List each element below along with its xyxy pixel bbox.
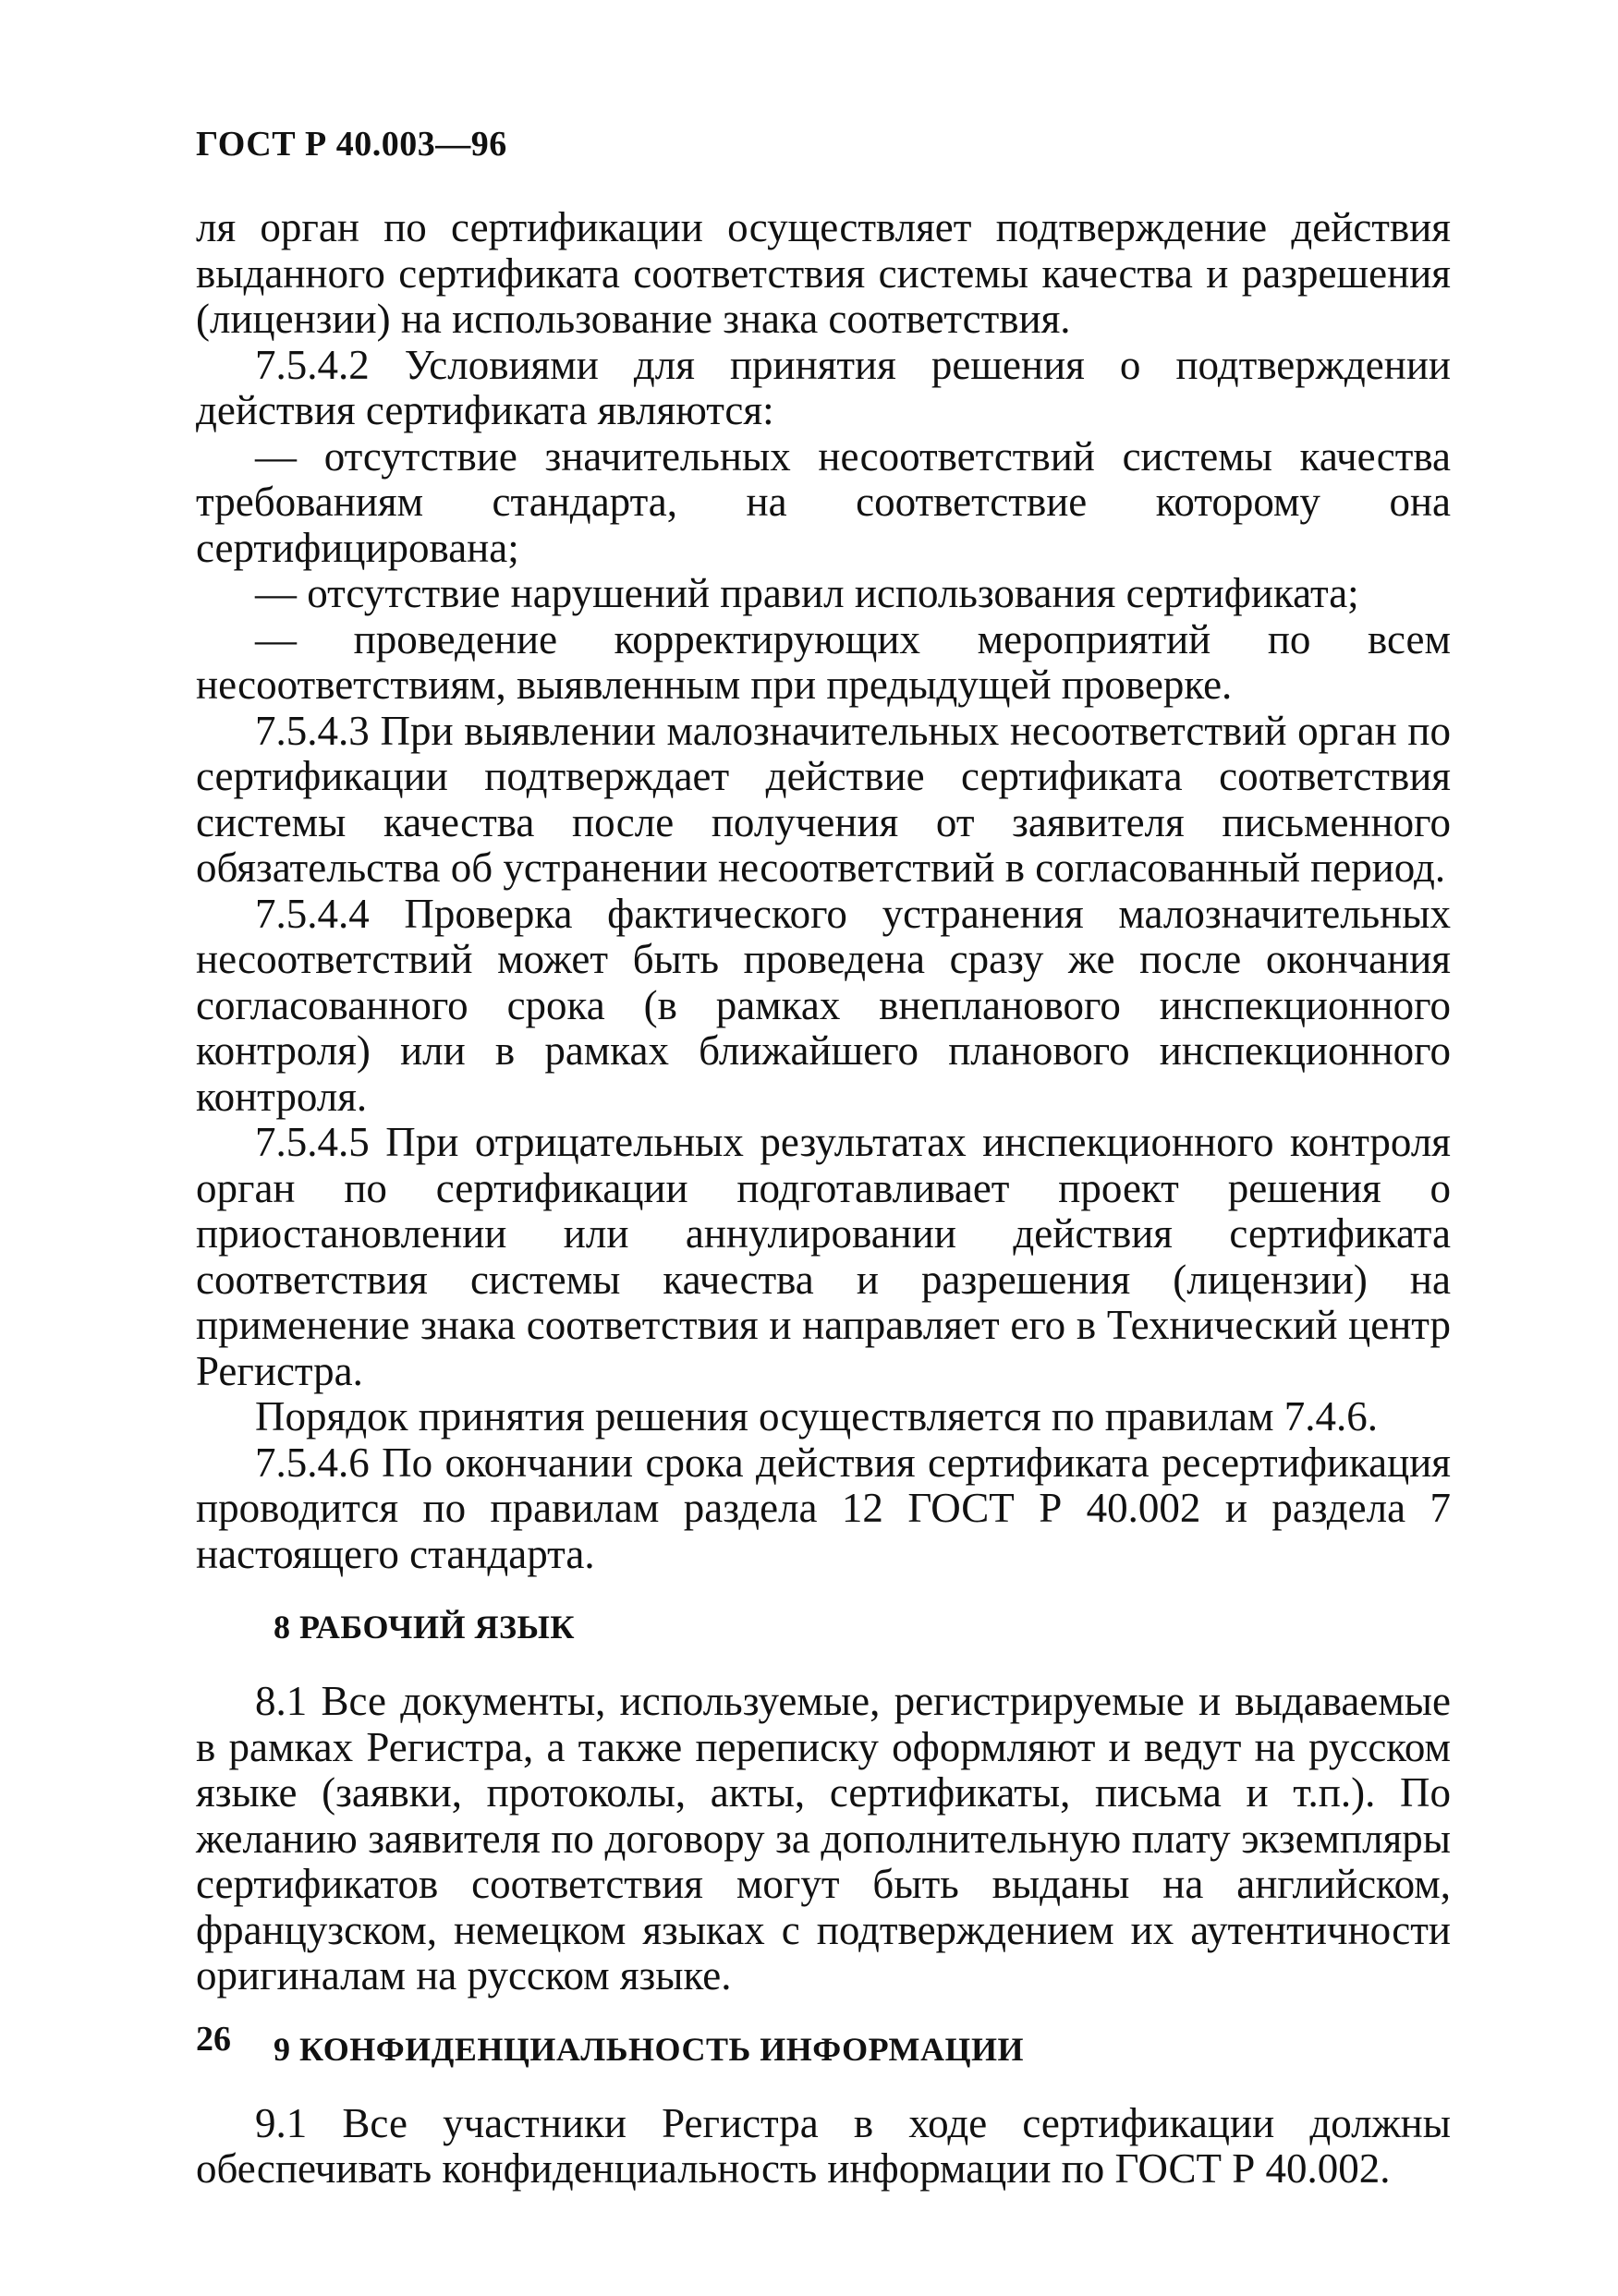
paragraph-9-1: 9.1 Все участники Регистра в ходе сертификации должны обеспечивать конфиденциальность информации по ГОСТ Р 40.002. [196, 2099, 1451, 2192]
section-heading-8: 8 РАБОЧИЙ ЯЗЫК [274, 1609, 575, 1646]
paragraph-procedure: Порядок принятия решения осуществляется по правилам 7.4.6. [255, 1393, 1378, 1440]
paragraph-7-5-4-2: 7.5.4.2 Условиями для принятия решения о подтверждении действия сертификата являются: [196, 341, 1451, 433]
paragraph-7-5-4-4: 7.5.4.4 Проверка фактического устранения малозначительных несоответствий может быть проведена сразу же после окончания согласованного срока (в рамках внепланового инспекционного контроля) или в рамках ближайшего планового инспекционного контроля. [196, 890, 1451, 1120]
paragraph-7-5-4-5: 7.5.4.5 При отрицательных результатах инспекционного контроля орган по сертификации подготавливает проект решения о приостановлении или аннулировании действия сертификата соответствия системы качества и разрешения (лицензии) на применение знака соответствия и направляет его в Технический центр Регистра. [196, 1119, 1451, 1394]
paragraph-7-5-4-3: 7.5.4.3 При выявлении малозначительных несоответствий орган по сертификации подтверждает действие сертификата соответствия системы качества после получения от заявителя письменного обязательства об устранении несоответствий в согласованный период. [196, 707, 1451, 891]
paragraph-7-5-4-6: 7.5.4.6 По окончании срока действия сертификата ресертификация проводится по правилам раздела 12 ГОСТ Р 40.002 и раздела 7 настоящего стандарта. [196, 1439, 1451, 1577]
page-number: 26 [196, 2020, 231, 2059]
list-item-dash-1: — отсутствие значительных несоответствий системы качества требованиям стандарта, на соответствие которому она сертифицирована; [196, 432, 1451, 571]
list-item-dash-2: — отсутствие нарушений правил использования сертификата; [255, 570, 1359, 616]
document-header: ГОСТ Р 40.003—96 [196, 125, 507, 164]
section-heading-9: 9 КОНФИДЕНЦИАЛЬНОСТЬ ИНФОРМАЦИИ [274, 2030, 1024, 2068]
paragraph-8-1: 8.1 Все документы, используемые, регистрируемые и выдаваемые в рамках Регистра, а также переписку оформляют и ведут на русском языке (заявки, протоколы, акты, сертификаты, письма и т.п.). По желанию заявителя по договору за дополнительную плату экземпляры сертификатов соответствия могут быть выданы на английском, французском, немецком языках с подтверждением их аутентичности оригиналам на русском языке. [196, 1678, 1451, 1998]
list-item-dash-3: — проведение корректирующих мероприятий по всем несоответствиям, выявленным при предыдущей проверке. [196, 615, 1451, 708]
paragraph-continuation: ля орган по сертификации осуществляет подтверждение действия выданного сертификата соответствия системы качества и разрешения (лицензии) на использование знака соответствия. [196, 204, 1451, 342]
document-body [196, 205, 1451, 2193]
